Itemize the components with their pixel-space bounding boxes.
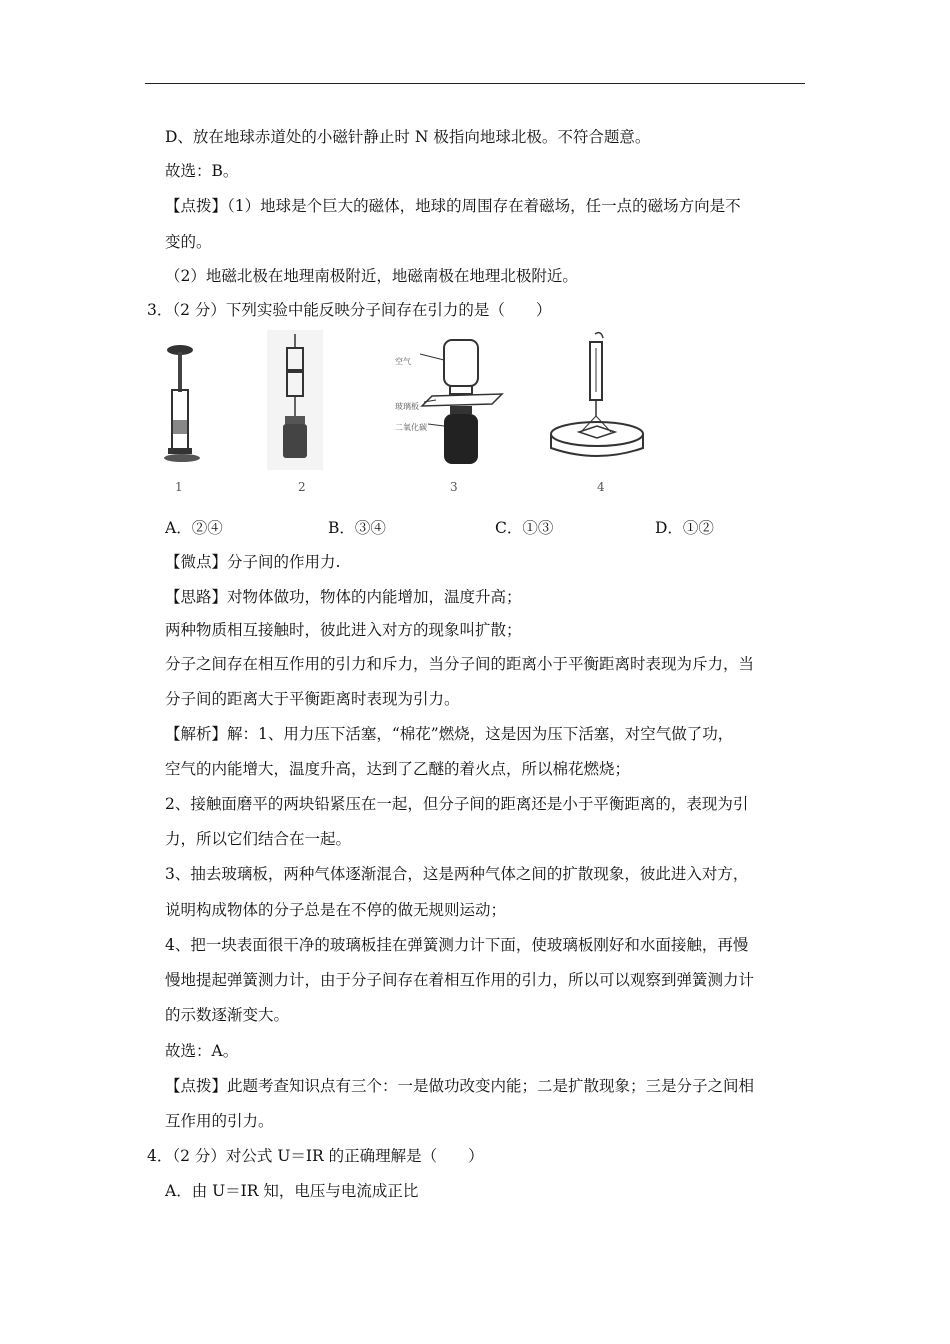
text-line: 【点拨】（1）地球是个巨大的磁体，地球的周围存在着磁场，任一点的磁场方向是不 xyxy=(165,197,741,215)
text-line: 【微点】分子间的作用力. xyxy=(165,553,341,571)
figure-1 xyxy=(160,330,210,470)
text-line: 慢地提起弹簧测力计，由于分子间存在着相互作用的引力，所以可以观察到弹簧测力计 xyxy=(165,971,755,989)
experiment-figures xyxy=(160,330,680,500)
glass-plate-label: 玻璃板 xyxy=(395,402,419,411)
text-line: 2、接触面磨平的两块铅紧压在一起，但分子间的距离还是小于平衡距离的，表现为引 xyxy=(165,795,749,813)
text-line: 故选：B。 xyxy=(165,162,239,180)
spring-scale-drawing xyxy=(545,330,655,470)
text-line: D、放在地球赤道处的小磁针静止时 N 极指向地球北极。不符合题意。 xyxy=(165,128,651,146)
text-line: 【解析】解：1、用力压下活塞，“棉花”燃烧，这是因为压下活塞，对空气做了功， xyxy=(165,725,734,743)
fire-syringe-drawing xyxy=(160,330,210,470)
question-4-stem: 4．（2 分）对公式 U＝IR 的正确理解是（ ） xyxy=(147,1147,484,1165)
co2-label: 二氧化碳 xyxy=(395,423,427,432)
text-line: 分子之间存在相互作用的引力和斥力，当分子间的距离小于平衡距离时表现为斥力，当 xyxy=(165,655,755,673)
text-line: 分子间的距离大于平衡距离时表现为引力。 xyxy=(165,690,460,708)
text-line: 3、抽去玻璃板，两种气体逐渐混合，这是两种气体之间的扩散现象，彼此进入对方， xyxy=(165,865,749,883)
text-line: 4、把一块表面很干净的玻璃板挂在弹簧测力计下面，使玻璃板刚好和水面接触，再慢 xyxy=(165,936,749,954)
text-line: 故选：A。 xyxy=(165,1042,239,1060)
option-d[interactable]: D．①② xyxy=(655,519,714,537)
figure-3 xyxy=(392,330,512,470)
lead-cylinders-drawing xyxy=(265,330,325,470)
option-c[interactable]: C．①③ xyxy=(495,519,554,537)
header-rule xyxy=(145,83,805,84)
air-label: 空气 xyxy=(395,357,411,366)
question-4-option-a[interactable]: A．由 U＝IR 知，电压与电流成正比 xyxy=(165,1182,419,1200)
text-line: 力，所以它们结合在一起。 xyxy=(165,830,352,848)
option-a[interactable]: A．②④ xyxy=(165,519,223,537)
figure-4-caption: 4 xyxy=(597,480,605,494)
text-line: 两种物质相互接触时，彼此进入对方的现象叫扩散； xyxy=(165,621,522,639)
text-line: 变的。 xyxy=(165,233,212,251)
text-line: 的示数逐渐变大。 xyxy=(165,1006,290,1024)
figure-1-caption: 1 xyxy=(175,480,183,494)
text-line: 空气的内能增大，温度升高，达到了乙醚的着火点，所以棉花燃烧； xyxy=(165,760,631,778)
text-line: （2）地磁北极在地理南极附近，地磁南极在地理北极附近。 xyxy=(165,267,578,285)
text-line: 【点拨】此题考查知识点有三个：一是做功改变内能；二是扩散现象；三是分子之间相 xyxy=(165,1077,755,1095)
text-line: 说明构成物体的分子总是在不停的做无规则运动； xyxy=(165,901,507,919)
figure-4 xyxy=(545,330,655,470)
text-line: 【思路】对物体做功，物体的内能增加，温度升高； xyxy=(165,588,522,606)
figure-3-caption: 3 xyxy=(450,480,458,494)
question-3-stem: 3．（2 分）下列实验中能反映分子间存在引力的是（ ） xyxy=(147,301,552,319)
figure-2 xyxy=(265,330,325,470)
diffusion-jars-drawing xyxy=(392,330,512,470)
text-line: 互作用的引力。 xyxy=(165,1112,274,1130)
option-b[interactable]: B．③④ xyxy=(328,519,386,537)
figure-2-caption: 2 xyxy=(298,480,306,494)
